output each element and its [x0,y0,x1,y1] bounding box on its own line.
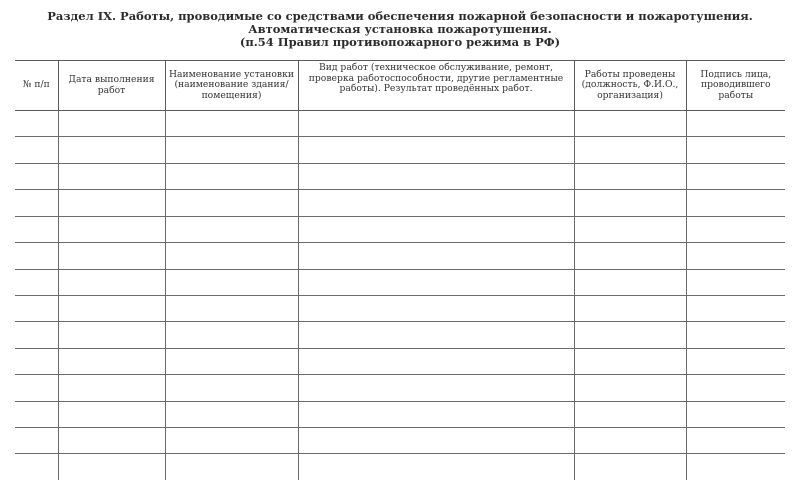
cell-work-type [298,322,574,348]
table-row [15,295,785,321]
cell-work-type [298,243,574,269]
cell-date [58,348,165,374]
cell-performed-by [574,401,686,427]
cell-signature [686,111,785,137]
cell-number [15,348,58,374]
cell-installation [165,428,298,454]
table-row [15,137,785,163]
col-header-work-type: Вид работ (техническое обслуживание, ремонт, проверка работоспособности, другие регламентные работы). Результат проведённых работ. [298,61,574,111]
cell-installation [165,348,298,374]
cell-date [58,295,165,321]
cell-signature [686,137,785,163]
cell-number [15,428,58,454]
cell-performed-by [574,322,686,348]
cell-performed-by [574,163,686,189]
cell-signature [686,295,785,321]
cell-performed-by [574,269,686,295]
cell-date [58,243,165,269]
heading-line-1: Раздел IX. Работы, проводимые со средствами обеспечения пожарной безопасности и пожаротушения. [47,9,753,23]
cell-performed-by [574,375,686,401]
cell-date [58,111,165,137]
cell-performed-by [574,454,686,480]
cell-work-type [298,190,574,216]
table-row [15,269,785,295]
table-row [15,348,785,374]
cell-signature [686,454,785,480]
section-heading [0,10,800,49]
cell-date [58,190,165,216]
cell-performed-by [574,428,686,454]
cell-signature [686,190,785,216]
cell-number [15,269,58,295]
cell-performed-by [574,243,686,269]
cell-installation [165,295,298,321]
cell-work-type [298,428,574,454]
col-header-number: № п/п [15,61,58,111]
cell-installation [165,216,298,242]
cell-signature [686,348,785,374]
cell-signature [686,401,785,427]
table-row [15,375,785,401]
cell-number [15,243,58,269]
table-row [15,216,785,242]
cell-performed-by [574,295,686,321]
cell-signature [686,375,785,401]
cell-installation [165,454,298,480]
cell-work-type [298,269,574,295]
cell-signature [686,216,785,242]
cell-installation [165,137,298,163]
work-log-table [15,60,785,480]
col-header-performed-by: Работы проведены (должность, Ф.И.О., организация) [574,61,686,111]
cell-performed-by [574,348,686,374]
cell-date [58,163,165,189]
cell-number [15,454,58,480]
cell-signature [686,322,785,348]
cell-signature [686,243,785,269]
cell-work-type [298,216,574,242]
cell-installation [165,269,298,295]
col-header-signature: Подпись лица, проводившего работы [686,61,785,111]
cell-work-type [298,111,574,137]
cell-performed-by [574,216,686,242]
cell-work-type [298,163,574,189]
cell-installation [165,111,298,137]
cell-installation [165,375,298,401]
cell-work-type [298,348,574,374]
col-header-date: Дата выполнения работ [58,61,165,111]
table-header-row [15,61,785,111]
cell-work-type [298,454,574,480]
table-row [15,428,785,454]
cell-installation [165,243,298,269]
cell-performed-by [574,190,686,216]
cell-signature [686,163,785,189]
cell-number [15,111,58,137]
cell-date [58,401,165,427]
cell-work-type [298,375,574,401]
cell-work-type [298,137,574,163]
cell-date [58,375,165,401]
table-row [15,454,785,480]
cell-work-type [298,295,574,321]
heading-line-2: Автоматическая установка пожаротушения. [248,22,552,36]
table-row [15,401,785,427]
col-header-installation: Наименование установки (наименование здания/ помещения) [165,61,298,111]
cell-work-type [298,401,574,427]
cell-number [15,190,58,216]
table-row [15,243,785,269]
table-row [15,163,785,189]
cell-performed-by [574,111,686,137]
heading-line-3: (п.54 Правил противопожарного режима в РФ) [239,35,561,49]
cell-signature [686,428,785,454]
cell-number [15,163,58,189]
table-row [15,111,785,137]
cell-number [15,322,58,348]
cell-date [58,428,165,454]
cell-signature [686,269,785,295]
cell-installation [165,163,298,189]
table-row [15,322,785,348]
cell-date [58,137,165,163]
cell-number [15,137,58,163]
cell-date [58,322,165,348]
cell-number [15,295,58,321]
cell-installation [165,401,298,427]
cell-performed-by [574,137,686,163]
cell-number [15,216,58,242]
cell-number [15,401,58,427]
cell-installation [165,190,298,216]
table-body [15,111,785,480]
cell-number [15,375,58,401]
cell-date [58,216,165,242]
cell-date [58,454,165,480]
cell-installation [165,322,298,348]
table-row [15,190,785,216]
cell-date [58,269,165,295]
